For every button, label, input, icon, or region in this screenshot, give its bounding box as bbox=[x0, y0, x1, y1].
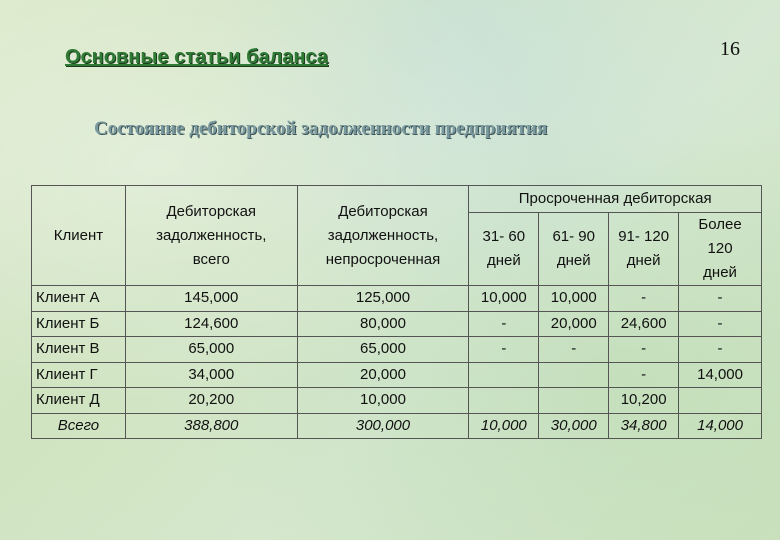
cell-over-120: 14,000 bbox=[679, 413, 762, 439]
slide-title: Основные статьи баланса bbox=[65, 46, 328, 68]
cell-91-120: - bbox=[609, 286, 679, 312]
header-total-receivables: Дебиторская задолженность, всего bbox=[125, 186, 297, 286]
cell-91-120: - bbox=[609, 362, 679, 388]
cell-61-90: 20,000 bbox=[539, 311, 609, 337]
cell-31-60: - bbox=[469, 337, 539, 363]
header-bucket-over-120: Более 120 дней bbox=[679, 213, 762, 286]
cell-31-60: 10,000 bbox=[469, 286, 539, 312]
cell-91-120: 24,600 bbox=[609, 311, 679, 337]
cell-91-120: - bbox=[609, 337, 679, 363]
header-current-receivables: Дебиторская задолженность, непросроченная bbox=[297, 186, 469, 286]
cell-31-60 bbox=[469, 388, 539, 414]
header-client: Клиент bbox=[32, 186, 126, 286]
cell-total: 20,200 bbox=[125, 388, 297, 414]
header-bucket-31-60: 31- 60 дней bbox=[469, 213, 539, 286]
cell-total: 124,600 bbox=[125, 311, 297, 337]
cell-61-90: 30,000 bbox=[539, 413, 609, 439]
cell-total: 145,000 bbox=[125, 286, 297, 312]
cell-over-120: 14,000 bbox=[679, 362, 762, 388]
cell-total: 65,000 bbox=[125, 337, 297, 363]
cell-31-60: 10,000 bbox=[469, 413, 539, 439]
table-row bbox=[32, 311, 762, 337]
cell-current: 300,000 bbox=[297, 413, 469, 439]
cell-61-90: 10,000 bbox=[539, 286, 609, 312]
header-overdue-receivables: Просроченная дебиторская bbox=[469, 186, 762, 213]
table-total-row bbox=[32, 413, 762, 439]
cell-client: Клиент А bbox=[32, 286, 126, 312]
slide-subtitle: Состояние дебиторской задолженности предприятия bbox=[94, 118, 548, 139]
cell-current: 125,000 bbox=[297, 286, 469, 312]
page-number: 16 bbox=[720, 38, 740, 60]
cell-31-60 bbox=[469, 362, 539, 388]
cell-61-90 bbox=[539, 362, 609, 388]
cell-current: 80,000 bbox=[297, 311, 469, 337]
cell-31-60: - bbox=[469, 311, 539, 337]
table-row bbox=[32, 388, 762, 414]
cell-over-120: - bbox=[679, 337, 762, 363]
cell-total-label: Всего bbox=[32, 413, 126, 439]
cell-over-120: - bbox=[679, 311, 762, 337]
cell-client: Клиент Д bbox=[32, 388, 126, 414]
cell-over-120: - bbox=[679, 286, 762, 312]
cell-client: Клиент Б bbox=[32, 311, 126, 337]
cell-total: 34,000 bbox=[125, 362, 297, 388]
cell-current: 10,000 bbox=[297, 388, 469, 414]
table-row bbox=[32, 286, 762, 312]
table-row bbox=[32, 362, 762, 388]
header-bucket-61-90: 61- 90 дней bbox=[539, 213, 609, 286]
cell-91-120: 34,800 bbox=[609, 413, 679, 439]
table-row bbox=[32, 337, 762, 363]
receivables-table bbox=[31, 185, 762, 439]
header-bucket-91-120: 91- 120 дней bbox=[609, 213, 679, 286]
cell-current: 20,000 bbox=[297, 362, 469, 388]
cell-61-90 bbox=[539, 388, 609, 414]
cell-client: Клиент Г bbox=[32, 362, 126, 388]
cell-over-120 bbox=[679, 388, 762, 414]
cell-current: 65,000 bbox=[297, 337, 469, 363]
cell-total: 388,800 bbox=[125, 413, 297, 439]
cell-91-120: 10,200 bbox=[609, 388, 679, 414]
cell-client: Клиент В bbox=[32, 337, 126, 363]
cell-61-90: - bbox=[539, 337, 609, 363]
